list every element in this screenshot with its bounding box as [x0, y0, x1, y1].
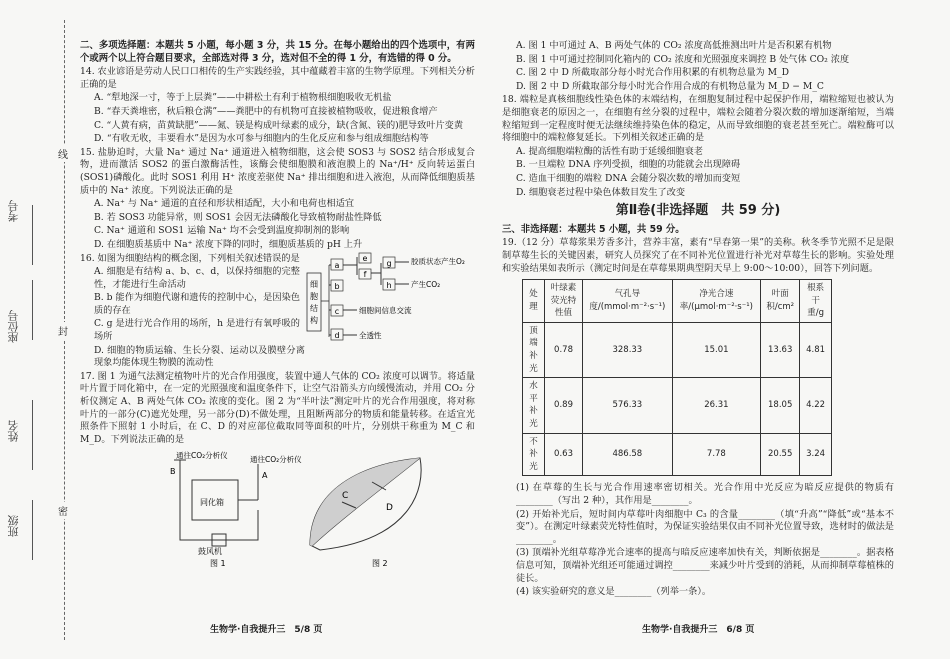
fig2-label-c: C — [342, 491, 349, 502]
table-cell: 4.81 — [800, 322, 832, 377]
q18-option-b: B. 一旦端粒 DNA 序列受损，细胞的功能就会出现障碍 — [516, 159, 741, 171]
table-header-cell: 叶面积/cm² — [761, 280, 800, 323]
q19-stem: 19.（12 分）草莓浆果芳香多汁，营养丰富，素有“早春第一果”的美称。秋冬季节光照不足是限制草莓生长的关键因素，研究人员探究了在不同补光位置进行补光对草莓生长的影响。实验处理和实验结果如表所示（测定时间是在草莓果期典型阴天早上 9:00～10:00），回答下列问题。 — [502, 237, 894, 274]
svg-text:b: b — [334, 281, 340, 291]
table-cell: 水平补光 — [523, 378, 545, 433]
table-cell: 0.63 — [544, 433, 582, 476]
diagram-root-text-4: 构 — [310, 315, 318, 325]
name-line — [32, 400, 33, 470]
diagram-root-text-2: 胞 — [310, 291, 318, 301]
q17-figure-svg — [80, 450, 470, 569]
q17-option-b: B. 图 1 中可通过控制同化箱内的 CO₂ 浓度和光照强度来调控 B 处气体 CO₂ 浓度 — [516, 53, 850, 65]
fig1-caption: 图 1 — [210, 559, 226, 569]
table-header-cell: 根系干重/g — [800, 280, 832, 323]
q17-option-d: D. 图 2 中 D 所截取部分每小时光合作用合成的有机物总量为 M_D − M_C — [516, 80, 824, 92]
table-header-row — [523, 280, 832, 323]
table-cell: 576.33 — [583, 378, 672, 433]
svg-text:c: c — [334, 306, 340, 316]
q14-option-d: D. “有收无收，丰要看水”是因为水可参与细胞内的生化反应和参与组成细胞结构等 — [94, 133, 429, 145]
left-column — [80, 40, 475, 569]
table-cell: 0.89 — [544, 378, 582, 433]
q15-stem: 15. 盐胁迫时，大量 Na⁺ 通过 Na⁺ 通道进入植物细胞，这会使 SOS3 与 SOS2 结合形成复合物，进而激活 SOS2 的蛋白激酶活性，该酶会使细胞膜和液泡膜上的 Na⁺/H⁺ 反向转运蛋白(SOS1)磷酸化。此时 SOS1 利用 H⁺ 浓度差驱使 Na⁺ 排出细胞和进入液泡，从而降低细胞质基质中的 Na⁺ 浓度。下列说法正确的是 — [80, 146, 475, 196]
cut-char-1: 线 — [58, 145, 68, 162]
table-row — [523, 378, 832, 433]
fig1-analyzer-out: 通往CO₂分析仪 — [250, 455, 302, 465]
table-cell: 不补光 — [523, 433, 545, 476]
q14-option-c: C. “人黄有病，苗黄缺肥”——氮、镁是构成叶绿素的成分，缺(含氮、镁的)肥导致叶片变黄 — [94, 119, 464, 131]
table-cell: 0.78 — [544, 322, 582, 377]
table-cell: 486.58 — [583, 433, 672, 476]
table-row — [523, 433, 832, 476]
fig1-fan-label: 鼓风机 — [198, 547, 222, 557]
q18-stem: 18. 端粒是真核细胞线性染色体的末端结构，在细胞复制过程中起保护作用，端粒缩短也被认为是细胞衰老的原因之一，在细胞有丝分裂的过程中，端粒会随着分裂次数的增加逐渐缩短，当端粒缩短到一定程度时便无法继续维持染色体的稳定，从而导致细胞的衰老甚至死亡。端粒酶可以将细胞中的端粒修复延长。下列相关叙述正确的是 — [502, 94, 894, 144]
q15-option-b: B. 若 SOS3 功能异常，则 SOS1 会因无法磷酸化导致植物耐盐性降低 — [94, 211, 382, 223]
class-line — [32, 500, 33, 560]
fig1-analyzer-in: 通往CO₂分析仪 — [176, 451, 228, 461]
table-header-cell: 处理 — [523, 280, 545, 323]
table-cell: 18.05 — [761, 378, 800, 433]
seat-line — [32, 280, 33, 340]
table-cell: 15.01 — [672, 322, 761, 377]
section3-header: 三、非选择题：本题共 5 小题，共 59 分。 — [502, 223, 685, 235]
label-h: 产生CO₂ — [411, 279, 441, 289]
svg-text:h: h — [386, 280, 392, 290]
q19-part-1: (1) 在草莓的生长与光合作用速率密切相关。光合作用中光反应为暗反应提供的物质有________（写出 2 种），其作用是________。 — [516, 482, 894, 506]
table-header-cell: 气孔导度/(mmol·m⁻²·s⁻¹) — [583, 280, 672, 323]
q19-part-2: (2) 开始补光后，短时间内草莓叶肉细胞中 C₃ 的含量________（填“升高”“降低”或“基本不变”）。在测定叶绿素荧光特性值时，为保证实验结果仅由不同补光位置导致，选材时的做法是________。 — [516, 508, 894, 545]
svg-text:d: d — [334, 330, 340, 340]
fig1-label-a: A — [262, 471, 268, 481]
q19-part-4: (4) 该实验研究的意义是________（列举一条）。 — [516, 586, 712, 598]
fig2-label-d: D — [386, 503, 393, 514]
svg-text:g: g — [386, 258, 392, 268]
q15-option-a: A. Na⁺ 与 Na⁺ 通道的直径和形状相适配，大小和电荷也相适宜 — [94, 198, 355, 210]
table-cell: 26.31 — [672, 378, 761, 433]
seat-label: 座位号 — [7, 310, 20, 343]
table-cell: 7.78 — [672, 433, 761, 476]
q16-option-a: A. 细胞是有结构 a、b、c、d，以保持细胞的完整性，才能进行生命活动 — [94, 266, 300, 290]
table-row — [523, 322, 832, 377]
q17-option-a: A. 图 1 中可通过 A、B 两处气体的 CO₂ 浓度高低推测出叶片是否积累有机物 — [516, 40, 832, 51]
q18-option-c: C. 造血干细胞的端粒 DNA 会随分裂次数的增加而变短 — [516, 172, 741, 184]
table-cell: 13.63 — [761, 322, 800, 377]
q19-data-table — [522, 279, 832, 476]
fig2-caption: 图 2 — [372, 559, 388, 569]
q15-option-d: D. 在细胞质基质中 Na⁺ 浓度下降的同时，细胞质基质的 pH 上升 — [94, 238, 363, 250]
right-column — [502, 40, 894, 600]
svg-text:a: a — [334, 260, 340, 270]
q17-figures — [80, 450, 475, 569]
q16-option-b: B. b 能作为细胞代谢和遗传的控制中心，是因染色质的存在 — [94, 292, 300, 316]
table-cell: 20.55 — [761, 433, 800, 476]
exam-no-line — [32, 205, 33, 265]
diagram-root-text-3: 结 — [310, 303, 318, 313]
q18-option-d: D. 细胞衰老过程中染色体数目发生了改变 — [516, 186, 686, 198]
right-footer: 生物学·自我提升三 6/8 页 — [642, 625, 755, 635]
q16-stem: 16. 如图为细胞结构的概念图，下列相关叙述错误的是 — [80, 252, 300, 264]
name-label: 姓名 — [7, 420, 20, 442]
q14-option-a: A. “犁地深一寸，等于上层粪”——中耕松土有利于植物根细胞吸收无机盐 — [94, 92, 392, 104]
part2-title: 第Ⅱ卷(非选择题 共 59 分) — [615, 203, 781, 219]
section2-header: 二、多项选择题：本题共 5 小题，每小题 3 分，共 15 分。在每小题给出的四个选项中，有两个或两个以上符合题目要求，全部选对得 3 分，选对但不全的得 1 分，有选错的得 0 分。 — [80, 40, 475, 64]
class-label: 班级 — [7, 515, 20, 537]
cut-char-2: 封 — [58, 322, 68, 339]
svg-text:f: f — [363, 269, 367, 279]
exam-no-label: 考号 — [7, 200, 20, 222]
fig1-label-b: B — [170, 467, 176, 477]
label-d: 全透性 — [359, 330, 382, 340]
q16-option-d: D. 细胞的物质运输、生长分裂、运动以及膜壁分离现象均能体现生物膜的流动性 — [94, 344, 305, 369]
cell-structure-diagram — [305, 253, 475, 349]
left-footer: 生物学·自我提升三 5/8 页 — [210, 625, 323, 635]
svg-text:e: e — [362, 253, 368, 263]
cut-char-3: 密 — [58, 502, 68, 519]
q17-stem: 17. 图 1 为通气法测定植物叶片的光合作用强度，装置中通人气体的 CO₂ 浓度可以调节。将适量叶片置于同化箱中，在一定的光照强度和温度条件下，让空气沿箭头方向缓慢流动，并用 CO₂ 分析仪测定 A、B 两处气体 CO₂ 浓度的变化。图 2 为“半叶法”测定叶片的光合作用强度，将对称叶片的一部分(C)遮光处理，另一部分(D)不做处理，且阻断两部分的物质和能量转移。在适宜光照条件下照射 1 小时后，在 C、D 的对应部位截取同等面积的叶片，分别烘干称重为 M_C 和 M_D。下列说法正确的是 — [80, 370, 475, 445]
q17-option-c: C. 图 2 中 D 所截取部分每小时光合作用积累的有机物总量为 M_D — [516, 67, 790, 79]
q16-option-c: C. g 是进行光合作用的场所，h 是进行有氧呼吸的场所 — [94, 318, 300, 343]
q18-option-a: A. 提高细胞端粒酶的活性有助于延缓细胞衰老 — [516, 145, 704, 157]
q14-stem: 14. 农业谚语是劳动人民口口相传的生产实践经验，其中蕴藏着丰富的生物学原理。下列相关分析正确的是 — [80, 66, 475, 90]
q15-option-c: C. Na⁺ 通道和 SOS1 运输 Na⁺ 均不会受到温度抑制剂的影响 — [94, 225, 350, 237]
label-g: 胶质状态产生O₂ — [411, 256, 465, 266]
table-header-cell: 净光合速率/(μmol·m⁻²·s⁻¹) — [672, 280, 761, 323]
table-cell: 3.24 — [800, 433, 832, 476]
table-cell: 4.22 — [800, 378, 832, 433]
label-c: 细胞间信息交流 — [359, 305, 412, 315]
q14-option-b: B. “春天粪堆密，秋后粮仓满”——粪肥中的有机物可直接被植物吸收，促进粮食增产 — [94, 105, 438, 117]
fig1-box-label: 同化箱 — [200, 498, 224, 508]
table-header-cell: 叶绿素荧光特性值 — [544, 280, 582, 323]
diagram-root-text-1: 细 — [310, 279, 318, 289]
table-cell: 顶端补光 — [523, 322, 545, 377]
table-cell: 328.33 — [583, 322, 672, 377]
q19-part-3: (3) 顶端补光组草莓净光合速率的提高与暗反应速率加快有关，判断依据是________。据表格信息可知，顶端补光组还可能通过调控________来减少叶片受到的消耗，从而抑制草莓植株的徒长。 — [516, 547, 894, 584]
